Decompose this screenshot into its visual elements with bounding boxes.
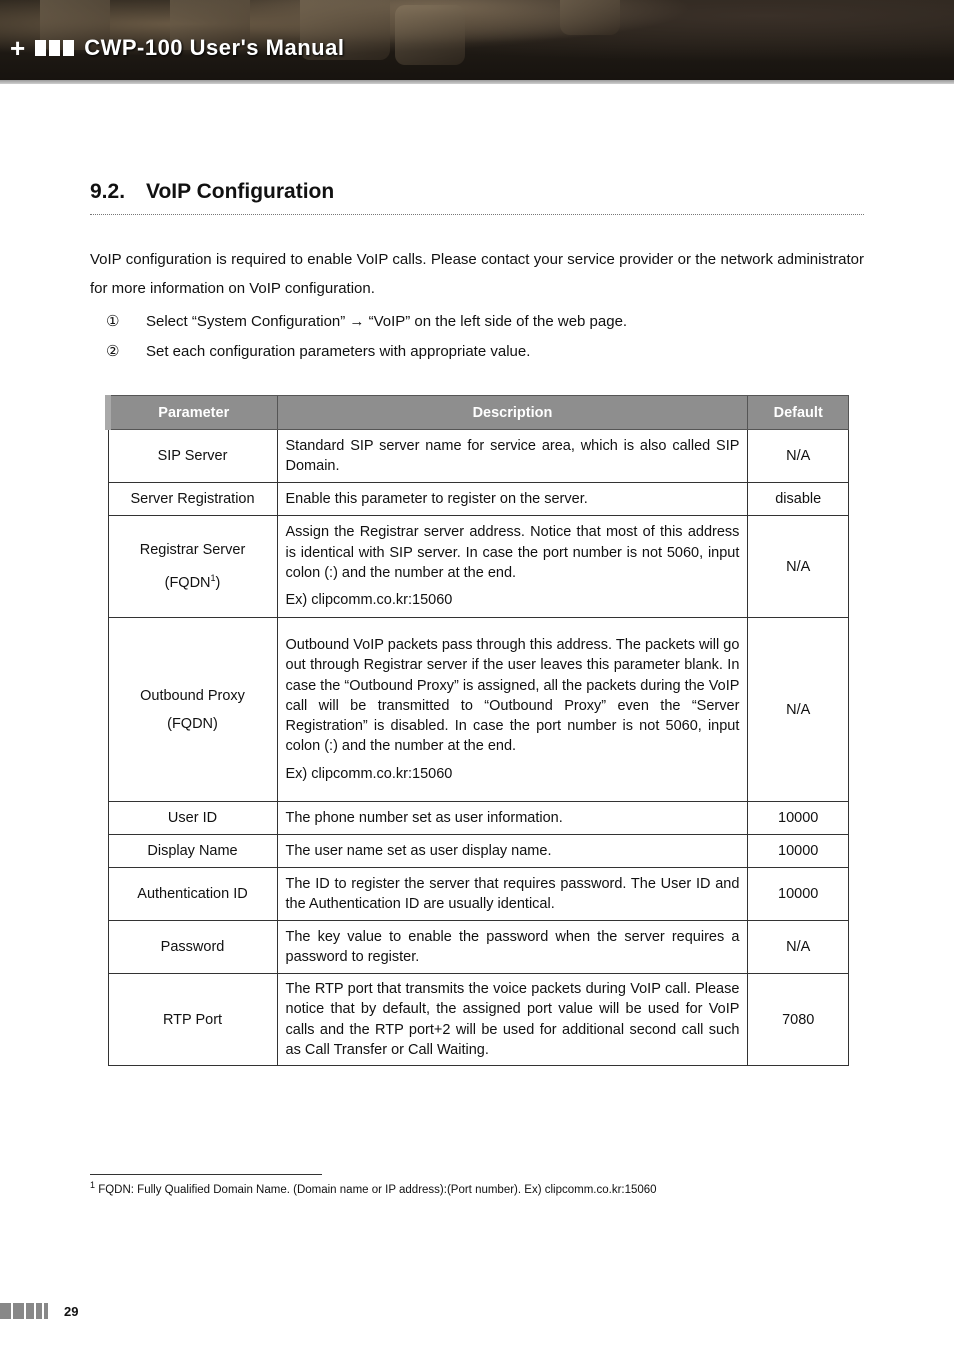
parameter-cell: User ID [108,802,277,835]
column-header-default: Default [748,396,849,430]
description-text: The key value to enable the password when the server requires a password to register. [285,928,740,965]
table-row [108,921,849,974]
step-text: Set each configuration parameters with appropriate value. [146,343,531,360]
table-row [108,802,849,835]
step-item [106,312,627,330]
parameter-cell [108,516,277,618]
default-cell: 7080 [748,974,849,1066]
step-marker: ① [106,313,120,330]
parameter-cell: Server Registration [108,483,277,516]
description-text: Enable this parameter to register on the server. [285,490,588,507]
default-cell: disable [748,483,849,516]
description-example: Ex) clipcomm.co.kr:15060 [285,765,453,782]
description-text: Outbound VoIP packets pass through this address. The packets will go out through Registrar server if the user leaves this parameter blank. In case the “Outbound Proxy” is assigned, all the packets during the VoIP call will be transmitted to “Outbound Proxy” even the “Server Registration” is disabled. In case the port number is not 5060, input colon (:) and the number at the end. [285,636,740,755]
description-cell [277,974,748,1066]
parameter-qualifier-text: (FQDN [164,574,211,591]
parameter-cell: RTP Port [108,974,277,1066]
default-cell: N/A [748,516,849,618]
description-cell [277,483,748,516]
default-cell: N/A [748,921,849,974]
page-footer [0,1303,78,1319]
table-row [108,430,849,483]
description-cell [277,868,748,921]
manual-brand [10,33,344,63]
section-heading [90,180,864,204]
description-cell [277,618,748,802]
plus-icon: + [10,33,26,63]
parameter-cell: SIP Server [108,430,277,483]
footnote-divider [90,1174,322,1175]
table-row [108,835,849,868]
default-cell: N/A [748,430,849,483]
footnote-mark: 1 [90,1180,96,1190]
table-row [108,516,849,618]
table-row [108,974,849,1066]
description-text: Assign the Registrar server address. Notice that most of this address is identical with SIP server. In case the port number is not 5060, input colon (:) and the number at the end. [285,524,740,581]
column-header-description: Description [277,396,748,430]
parameter-cell [108,618,277,802]
banner-keypad-decor [395,5,465,65]
step-item [106,342,530,360]
manual-title: CWP-100 User's Manual [84,35,345,60]
table-row [108,483,849,516]
default-cell: 10000 [748,868,849,921]
table-header-row [108,396,849,430]
bars-icon [35,40,74,56]
section-title: VoIP Configuration [146,180,335,203]
parameter-qualifier-end: ) [215,574,221,591]
default-cell: N/A [748,618,849,802]
header-banner [0,0,954,80]
footer-blocks-icon [0,1303,48,1319]
column-header-parameter: Parameter [108,396,277,430]
banner-divider [0,80,954,84]
voip-parameter-table [105,395,849,1066]
footnote [90,1180,657,1196]
page-number: 29 [64,1303,79,1319]
section-number: 9.2. [90,180,126,203]
description-cell [277,516,748,618]
description-cell [277,430,748,483]
description-text: Standard SIP server name for service area, which is also called SIP Domain. [285,437,740,474]
default-cell: 10000 [748,802,849,835]
description-cell [277,921,748,974]
parameter-name: Registrar Server [139,542,246,559]
banner-keypad-decor [560,0,620,35]
step-marker: ② [106,343,120,360]
table-row [108,868,849,921]
step-text: Select “System Configuration” → “VoIP” on the left side of the web page. [146,313,628,330]
parameter-cell: Authentication ID [108,868,277,921]
parameter-cell: Display Name [108,835,277,868]
footnote-ref: 1 [210,573,216,584]
parameter-cell: Password [108,921,277,974]
parameter-qualifier: (FQDN) [167,715,218,732]
description-example: Ex) clipcomm.co.kr:15060 [285,592,453,609]
description-cell [277,802,748,835]
parameter-qualifier [113,564,273,597]
parameter-name: Outbound Proxy [140,687,245,704]
intro-paragraph: VoIP configuration is required to enable VoIP calls. Please contact your service provider or the network administrator for more information on VoIP configuration. [90,251,864,297]
default-cell: 10000 [748,835,849,868]
description-text: The user name set as user display name. [285,842,552,859]
table-row [108,618,849,802]
description-text: The phone number set as user information. [285,809,563,826]
footnote-text: FQDN: Fully Qualified Domain Name. (Domain name or IP address):(Port number). Ex) clipcomm.co.kr:15060 [95,1183,657,1196]
description-text: The ID to register the server that requires password. The User ID and the Authentication ID are usually identical. [285,875,740,912]
heading-divider [90,214,864,215]
description-text: The RTP port that transmits the voice packets during VoIP call. Please notice that by default, the assigned port value will be used for VoIP calls and the RTP port+2 will be used for additional second call such as Call Transfer or Call Waiting. [285,980,740,1058]
description-cell [277,835,748,868]
